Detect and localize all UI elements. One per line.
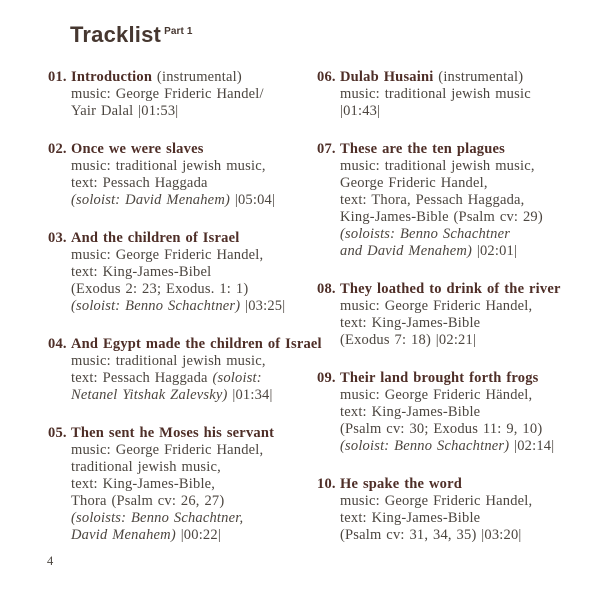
- track-detail-text: |01:34|: [227, 387, 273, 403]
- track-detail-text: music: traditional jewish music: [340, 86, 531, 102]
- track-detail-text: music: traditional jewish music,: [340, 158, 535, 174]
- track-title-text: Their land brought forth frogs: [340, 370, 539, 386]
- track-detail-text: (Exodus 7: 18) |02:21|: [340, 332, 477, 348]
- track-detail-text: music: George Frideric Handel,: [340, 298, 533, 314]
- track-detail-text: text: King-James-Bible: [340, 510, 481, 526]
- page-number: 4: [47, 554, 54, 568]
- track-item: [48, 141, 314, 209]
- soloist-credit-text: (soloists: Benno Schachtner: [340, 226, 511, 242]
- track-detail-text: text: King-James-Bible: [340, 315, 481, 331]
- track-line: [71, 493, 314, 510]
- track-detail-text: music: George Frideric Händel,: [340, 387, 533, 403]
- track-line: [71, 336, 322, 353]
- track-title-text: Dulab Husaini: [340, 69, 434, 85]
- track-line: [71, 476, 314, 493]
- track-line: [71, 353, 314, 370]
- track-line: [340, 370, 592, 387]
- track-number: 06.: [317, 69, 336, 85]
- track-detail-text: music: George Frideric Handel,: [340, 493, 533, 509]
- track-detail-text: |02:14|: [509, 438, 555, 454]
- track-line: [340, 175, 592, 192]
- track-detail-text: text: King-James-Bible: [340, 404, 481, 420]
- track-item: [48, 69, 314, 120]
- track-detail-text: George Frideric Handel,: [340, 175, 488, 191]
- track-detail-text: music: traditional jewish music,: [71, 353, 266, 369]
- track-line: [340, 69, 592, 86]
- track-detail-text: music: George Frideric Handel,: [71, 442, 264, 458]
- track-line: [71, 510, 314, 527]
- track-line: [71, 86, 314, 103]
- track-number: 09.: [317, 370, 336, 386]
- track-line: [340, 158, 592, 175]
- track-line: [340, 421, 592, 438]
- track-item: [48, 230, 314, 315]
- soloist-credit-text: (soloist: Benno Schachtner): [340, 438, 510, 454]
- page-title-superscript: Part 1: [164, 26, 193, 37]
- track-line: [71, 281, 314, 298]
- track-line: [71, 425, 314, 442]
- track-detail-text: music: George Frideric Handel/: [71, 86, 264, 102]
- track-title-text: And Egypt made the children of Israel: [71, 336, 322, 352]
- track-line: [71, 370, 314, 387]
- track-detail-text: Yair Dalal |01:53|: [71, 103, 179, 119]
- track-number: 02.: [48, 141, 67, 157]
- track-line: [340, 332, 592, 349]
- track-line: [340, 298, 592, 315]
- track-line: [71, 442, 314, 459]
- track-line: [71, 103, 314, 120]
- track-line: [340, 404, 592, 421]
- track-item: [317, 141, 592, 260]
- track-detail-text: Thora (Psalm cv: 26, 27): [71, 493, 225, 509]
- track-line: [71, 230, 314, 247]
- track-line: [71, 69, 314, 86]
- track-title-text: They loathed to drink of the river: [340, 281, 561, 297]
- track-detail-text: |03:25|: [240, 298, 286, 314]
- track-detail-text: music: traditional jewish music,: [71, 158, 266, 174]
- track-title-text: Once we were slaves: [71, 141, 204, 157]
- track-line: [340, 86, 592, 103]
- soloist-credit-text: (soloist: Benno Schachtner): [71, 298, 241, 314]
- track-detail-text: |00:22|: [175, 527, 221, 543]
- track-line: [340, 209, 592, 226]
- track-item: [317, 281, 592, 349]
- track-detail-text: text: King-James-Bible,: [71, 476, 216, 492]
- track-line: [340, 510, 592, 527]
- tracklist-column-right: [317, 69, 592, 544]
- track-detail-text: (Psalm cv: 31, 34, 35) |03:20|: [340, 527, 522, 543]
- track-detail-text: (Psalm cv: 30; Exodus 11: 9, 10): [340, 421, 543, 437]
- track-line: [340, 226, 592, 243]
- track-number: 03.: [48, 230, 67, 246]
- tracklist-column-left: [48, 69, 322, 544]
- page-title-text: Tracklist: [70, 22, 162, 47]
- track-title-text: And the children of Israel: [71, 230, 240, 246]
- track-line: [71, 387, 314, 404]
- track-item: [48, 336, 322, 404]
- track-detail-text: (Exodus 2: 23; Exodus. 1: 1): [71, 281, 249, 297]
- track-detail-text: text: Thora, Pessach Haggada,: [340, 192, 525, 208]
- track-item: [317, 69, 592, 120]
- soloist-credit-text: (soloists: Benno Schachtner,: [71, 510, 244, 526]
- track-detail-text: (instrumental): [152, 69, 242, 85]
- track-title-text: Then sent he Moses his servant: [71, 425, 275, 441]
- track-line: [71, 175, 314, 192]
- track-title-text: Introduction: [71, 69, 153, 85]
- track-line: [340, 141, 592, 158]
- track-line: [71, 264, 314, 281]
- track-line: [71, 527, 314, 544]
- soloist-credit-text: David Menahem): [71, 527, 176, 543]
- track-detail-text: |02:01|: [472, 243, 518, 259]
- track-number: 05.: [48, 425, 67, 441]
- track-line: [340, 438, 592, 455]
- track-detail-text: text: Pessach Haggada: [71, 175, 208, 191]
- track-number: 01.: [48, 69, 67, 85]
- track-detail-text: text: Pessach Haggada: [71, 370, 213, 386]
- track-item: [48, 425, 314, 544]
- track-line: [340, 243, 592, 260]
- track-detail-text: text: King-James-Bibel: [71, 264, 212, 280]
- track-line: [71, 459, 314, 476]
- track-item: [317, 370, 592, 455]
- track-line: [340, 281, 592, 298]
- track-line: [340, 192, 592, 209]
- soloist-credit-text: and David Menahem): [340, 243, 473, 259]
- track-line: [71, 192, 314, 209]
- track-number: 08.: [317, 281, 336, 297]
- track-line: [340, 387, 592, 404]
- track-title-text: He spake the word: [340, 476, 462, 492]
- track-detail-text: |01:43|: [340, 103, 381, 119]
- track-detail-text: music: George Frideric Handel,: [71, 247, 264, 263]
- track-detail-text: (instrumental): [433, 69, 524, 85]
- page-title: [70, 22, 193, 48]
- track-line: [340, 315, 592, 332]
- soloist-credit-text: (soloist:: [212, 370, 262, 386]
- track-line: [71, 141, 314, 158]
- track-number: 07.: [317, 141, 336, 157]
- track-line: [340, 527, 592, 544]
- soloist-credit-text: (soloist: David Menahem): [71, 192, 231, 208]
- track-title-text: These are the ten plagues: [340, 141, 506, 157]
- track-line: [71, 298, 314, 315]
- track-line: [71, 158, 314, 175]
- track-line: [71, 247, 314, 264]
- track-number: 04.: [48, 336, 67, 352]
- track-detail-text: King-James-Bible (Psalm cv: 29): [340, 209, 543, 225]
- track-line: [340, 493, 592, 510]
- track-number: 10.: [317, 476, 336, 492]
- track-line: [340, 476, 592, 493]
- track-detail-text: traditional jewish music,: [71, 459, 221, 475]
- soloist-credit-text: Netanel Yitshak Zalevsky): [71, 387, 228, 403]
- track-item: [317, 476, 592, 544]
- track-line: [340, 103, 592, 120]
- track-detail-text: |05:04|: [230, 192, 276, 208]
